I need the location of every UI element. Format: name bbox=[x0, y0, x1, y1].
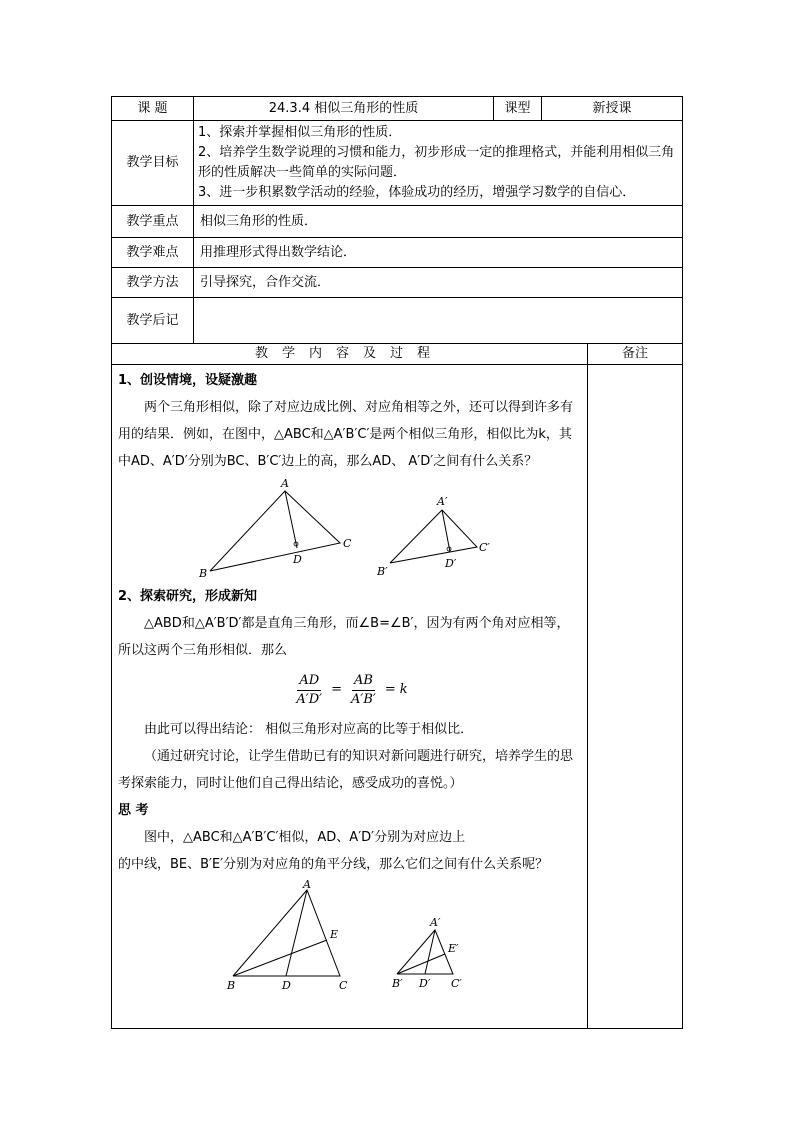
fraction-ad-numerator: AD bbox=[297, 672, 321, 691]
fraction-ad bbox=[294, 672, 324, 709]
triangle-abc-prime-2 bbox=[397, 930, 453, 974]
ratio-formula bbox=[118, 664, 581, 716]
label-a-prime: A′ bbox=[436, 495, 447, 508]
process-content bbox=[112, 365, 588, 1029]
process-band-label: 教学内容及过程 bbox=[112, 344, 588, 365]
think-paragraph-2: 的中线，BE、B′E′分别为对应角的角平分线，那么它们之间有什么关系呢？ bbox=[118, 857, 549, 872]
conclusion-paragraph: 由此可以得出结论： 相似三角形对应高的比等于相似比． bbox=[144, 722, 474, 737]
lesson-plan-table bbox=[111, 96, 683, 1029]
label-b-2: B bbox=[226, 979, 235, 992]
label-e-prime-2: E′ bbox=[447, 942, 459, 955]
label-c-prime: C′ bbox=[478, 541, 490, 554]
label-d-prime-2: D′ bbox=[418, 977, 430, 990]
triangle-abc bbox=[210, 491, 340, 571]
key-points-value: 相似三角形的性质． bbox=[194, 206, 683, 238]
label-b: B bbox=[198, 567, 207, 580]
label-d-prime: D′ bbox=[444, 557, 456, 570]
altitude-ad bbox=[285, 491, 297, 548]
label-c-2: C bbox=[338, 979, 347, 992]
think-paragraph-1: 图中，△ABC和△A′B′C′相似，AD、A′D′分别为对应边上 bbox=[144, 830, 466, 845]
course-label: 课 题 bbox=[112, 97, 194, 121]
label-c-prime-2: C′ bbox=[450, 977, 462, 990]
goal-item-2: 2、培养学生数学说理的习惯和能力，初步形成一定的推理格式，并能利用相似三角形的性质解决一些简单的实际问题． bbox=[198, 145, 675, 180]
triangle-abc-2 bbox=[233, 890, 340, 976]
section-2-heading: 2、探索研究，形成新知 bbox=[118, 589, 258, 604]
lesson-type-value: 新授课 bbox=[542, 97, 683, 121]
label-d: D bbox=[292, 553, 302, 566]
section-1-heading: 1、创设情境，设疑激趣 bbox=[118, 373, 258, 388]
lesson-title: 24.3.4 相似三角形的性质 bbox=[194, 97, 494, 121]
teaching-note-paragraph: （通过研究讨论，让学生借助已有的知识对新问题进行研究，培养学生的思考探索能力，同时让他们自己得出结论，感受成功的喜悦。） bbox=[118, 749, 574, 791]
label-b-prime: B′ bbox=[376, 565, 388, 578]
section-2-paragraph: △ABD和△A′B′D′都是直角三角形，而∠B=∠B′，因为有两个角对应相等，所以这两个三角形相似．那么 bbox=[118, 616, 570, 658]
section-1-paragraph: 两个三角形相似，除了对应边成比例、对应角相等之外，还可以得到许多有用的结果．例如，在图中，△ABC和△A′B′C′是两个相似三角形，相似比为k，其中AD、A′D′分别为BC、B′C′边上的高，那么AD、 A′D′之间有什么关系？ bbox=[118, 400, 574, 469]
label-c: C bbox=[342, 537, 351, 550]
median-ad-prime bbox=[425, 930, 435, 974]
think-heading: 思 考 bbox=[118, 803, 149, 818]
altitude-ad-prime bbox=[442, 510, 450, 552]
equals-sign-1: = bbox=[331, 682, 342, 697]
equals-sign-2: = bbox=[384, 682, 396, 697]
difficulty-value: 用推理形式得出数学结论． bbox=[194, 238, 683, 268]
fraction-ab-denominator: A′B′ bbox=[350, 691, 376, 707]
label-a-prime-2: A′ bbox=[429, 916, 440, 929]
reflection-value bbox=[194, 298, 683, 344]
fraction-ad-denominator: A′D′ bbox=[296, 691, 323, 707]
reflection-label: 教学后记 bbox=[112, 298, 194, 344]
ratio-k: k bbox=[399, 682, 408, 697]
fraction-ab-numerator: AB bbox=[352, 672, 375, 691]
method-value: 引导探究，合作交流． bbox=[194, 268, 683, 298]
bisector-be bbox=[233, 940, 327, 976]
triangle-abc-prime bbox=[390, 510, 477, 563]
goal-item-1: 1、探索并掌握相似三角形的性质． bbox=[198, 125, 402, 140]
label-a: A bbox=[280, 477, 289, 490]
figure-medians-bisectors bbox=[215, 878, 485, 996]
goals-label: 教学目标 bbox=[112, 121, 194, 206]
difficulty-label: 教学难点 bbox=[112, 238, 194, 268]
label-a-2: A bbox=[302, 878, 311, 891]
label-d-2: D bbox=[281, 979, 291, 992]
label-b-prime-2: B′ bbox=[391, 977, 403, 990]
bisector-be-prime bbox=[397, 954, 445, 974]
notes-cell bbox=[588, 365, 683, 1029]
lesson-type-label: 课型 bbox=[494, 97, 542, 121]
goal-item-3: 3、进一步积累数学活动的经验，体验成功的经历，增强学习数学的自信心． bbox=[198, 185, 636, 200]
figure-similar-triangles-altitudes bbox=[185, 475, 515, 583]
label-e-2: E bbox=[329, 928, 338, 941]
notes-label: 备注 bbox=[588, 344, 683, 365]
goals-cell bbox=[194, 121, 683, 206]
method-label: 教学方法 bbox=[112, 268, 194, 298]
fraction-ab bbox=[349, 672, 378, 709]
key-points-label: 教学重点 bbox=[112, 206, 194, 238]
